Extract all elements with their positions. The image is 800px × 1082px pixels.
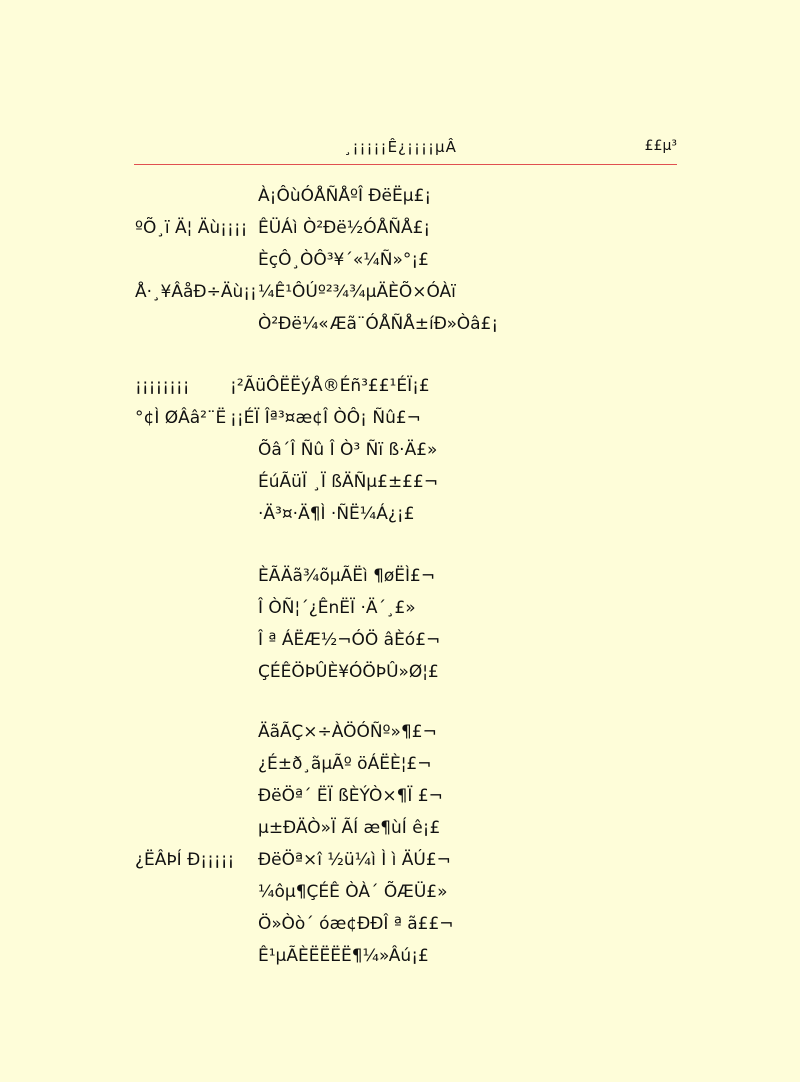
verse-line: ÊÜÁì Ò²Ðë½ÓÅÑÅ£¡ xyxy=(258,218,431,238)
page-number: ££µ³ xyxy=(644,138,677,154)
running-header xyxy=(134,138,677,165)
verse-line: À¡ÔùÓÅÑÅºÎ ÐëËµ£¡ xyxy=(258,186,432,206)
verse-line: ¼Ê¹ÔÚº²¾¾µÄÈÕ×ÓÀï xyxy=(258,282,456,302)
verse-line: Ö»Òò´ óæ¢ÐÐÎ ª ã££¬ xyxy=(258,914,454,934)
verse-line: ÉúÃüÏ ¸Ï ßÄÑµ£±££¬ xyxy=(258,472,439,492)
verse-line: ÈÃÄã¾õµÃËì ¶øËÌ£¬ xyxy=(258,566,436,586)
verse-line: Ê¹µÃÈËËËË¶¼»Âú¡£ xyxy=(258,946,429,966)
verse-line: µ±ÐÄÒ»Ï ÃÍ æ¶ùÍ ê¡£ xyxy=(258,818,441,838)
verse-line: ¿É±ð¸ãµÃº öÁËÈ¦£¬ xyxy=(258,754,432,774)
verse-line: ¡¡ÉÏ Îª³¤æ¢Î ÒÔ¡ Ñû£¬ xyxy=(230,408,421,428)
speaker-label: ¿ËÂÞÍ Ð¡¡¡¡¡ xyxy=(135,850,235,870)
speaker-label: ºÕ¸ï Ä¦ Äù¡¡¡¡ xyxy=(135,218,248,238)
verse-line: ÐëÖª×î ½ü¼ì Ì ì ÄÚ£¬ xyxy=(258,850,451,870)
verse-line: Ò²Ðë¼«Æã¨ÓÅÑÅ±íÐ»Òâ£¡ xyxy=(258,314,499,334)
speaker-label: Å·¸¥ÂåÐ÷Äù¡¡ xyxy=(135,282,257,302)
verse-line: ÄãÃÇ×÷ÀÖÓÑº»¶£¬ xyxy=(258,722,437,742)
verse-line: ÐëÖª´ ËÏ ßÈÝÒ×¶Ï £¬ xyxy=(258,786,443,806)
verse-line: ·Ä³¤·Ä¶Ì ·ÑË¼Á¿¡£ xyxy=(258,504,415,524)
verse-line: ¼ôµ¶ÇÉÊ ÒÀ´ ÕÆÜ£» xyxy=(258,882,448,902)
speaker-label: °¢Ì ØÂâ²¨Ë xyxy=(135,408,227,428)
verse-line: Î ÒÑ¦´¿ÊnËÏ ·Ä´¸£» xyxy=(258,598,416,618)
verse-line: ¡²ÃüÔËËýÅ®Éñ³££¹ÉÏ¡£ xyxy=(230,376,430,396)
verse-line: ÈçÔ¸ÒÔ³¥´«¼Ñ»°¡£ xyxy=(258,250,429,270)
speaker-label: ¡¡¡¡¡¡¡¡ xyxy=(135,376,190,396)
verse-line: ÇÉÊÖÞÛÈ¥ÓÖÞÛ»Ø¦£ xyxy=(258,662,439,682)
verse-line: Î ª ÁËÆ½¬ÓÖ âÈó£¬ xyxy=(258,630,441,650)
header-title: ¸¡¡¡¡¡Ê¿¡¡¡¡µÂ xyxy=(344,138,457,156)
verse-line: Õâ´Î Ñû Î Ò³ Ñï ß·Ä£» xyxy=(258,440,438,460)
